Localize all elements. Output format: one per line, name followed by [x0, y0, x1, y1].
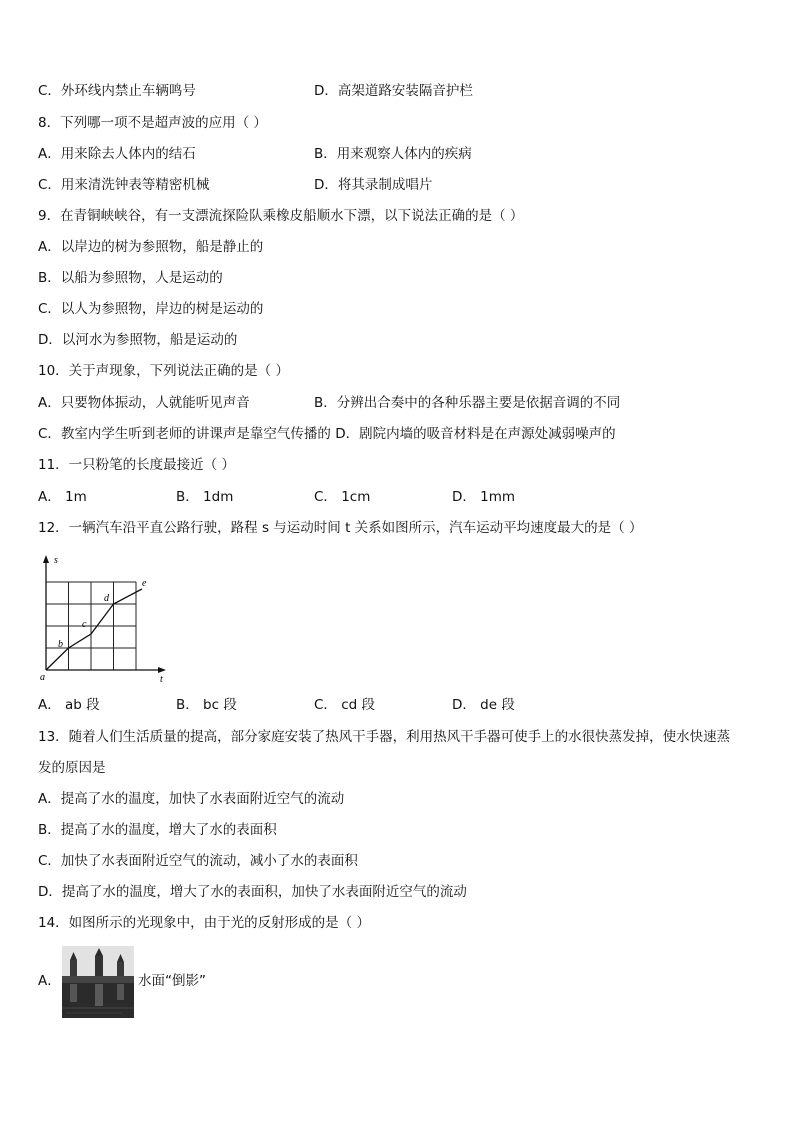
q10-stem: 10．关于声现象，下列说法正确的是（ ）	[38, 363, 289, 379]
q11-option-a: A． 1m	[38, 489, 87, 505]
q12-option-a: A． ab 段	[38, 697, 100, 713]
q9-option-c: C．以人为参照物，岸边的树是运动的	[38, 301, 264, 317]
q14-option-a-letter: A．	[38, 973, 61, 989]
y-axis-arrow	[43, 555, 49, 563]
point-label-d: d	[104, 593, 109, 604]
q11-option-c: C． 1cm	[314, 489, 371, 505]
q13-option-b: B．提高了水的温度，增大了水的表面积	[38, 822, 277, 838]
q12-option-d: D． de 段	[452, 697, 515, 713]
q12-stem: 12．一辆汽车沿平直公路行驶，路程 s 与运动时间 t 关系如图所示，汽车运动平均速度最大的是（ ）	[38, 520, 643, 536]
q12-option-b: B． bc 段	[176, 697, 237, 713]
q11-option-d: D． 1mm	[452, 489, 516, 505]
q8-option-d: D．将其录制成唱片	[314, 177, 433, 193]
q10-option-a: A．只要物体振动，人就能听见声音	[38, 395, 250, 411]
q13-option-a: A．提高了水的温度，加快了水表面附近空气的流动	[38, 791, 345, 807]
axis-label-s: s	[54, 555, 58, 566]
q14-stem: 14．如图所示的光现象中，由于光的反射形成的是（ ）	[38, 915, 370, 931]
q13-stem-line-2: 发的原因是	[38, 760, 106, 776]
q13-option-d: D．提高了水的温度，增大了水的表面积，加快了水表面附近空气的流动	[38, 884, 467, 900]
q12-distance-time-graph	[34, 553, 174, 683]
q14-option-a-caption: 水面“倒影”	[138, 973, 206, 989]
q9-stem: 9．在青铜峡峡谷，有一支漂流探险队乘橡皮船顺水下漂，以下说法正确的是（ ）	[38, 208, 524, 224]
point-label-a: a	[40, 672, 45, 683]
point-label-e: e	[142, 578, 147, 589]
q10-option-c-d: C．教室内学生听到老师的讲课声是靠空气传播的 D．剧院内墙的吸音材料是在声源处减弱噪声的	[38, 426, 616, 442]
q8-stem: 8．下列哪一项不是超声波的应用（ ）	[38, 115, 267, 131]
q8-option-c: C．用来清洗钟表等精密机械	[38, 177, 210, 193]
q9-option-d: D．以河水为参照物，船是运动的	[38, 332, 238, 348]
q8-option-b: B．用来观察人体内的疾病	[314, 146, 472, 162]
point-label-b: b	[58, 639, 63, 650]
q11-stem: 11．一只粉笔的长度最接近（ ）	[38, 457, 235, 473]
q13-stem-line-1: 13．随着人们生活质量的提高，部分家庭安装了热风干手器，利用热风干手器可使手上的水很快蒸发掉，使水快速蒸	[38, 729, 731, 745]
reflection-photo	[62, 946, 134, 1018]
point-label-c: c	[82, 619, 87, 630]
q10-option-b: B．分辨出合奏中的各种乐器主要是依据音调的不同	[314, 395, 621, 411]
q9-option-b: B．以船为参照物，人是运动的	[38, 270, 223, 286]
q11-option-b: B． 1dm	[176, 489, 234, 505]
q7-option-c: C．外环线内禁止车辆鸣号	[38, 83, 196, 99]
q13-option-c: C．加快了水表面附近空气的流动，减小了水的表面积	[38, 853, 358, 869]
q12-option-c: C． cd 段	[314, 697, 376, 713]
q8-option-a: A．用来除去人体内的结石	[38, 146, 196, 162]
q7-option-d: D．高架道路安装隔音护栏	[314, 83, 473, 99]
x-axis-arrow	[158, 667, 166, 673]
q9-option-a: A．以岸边的树为参照物，船是静止的	[38, 239, 264, 255]
axis-label-t: t	[160, 674, 163, 683]
s-t-curve	[46, 589, 142, 670]
